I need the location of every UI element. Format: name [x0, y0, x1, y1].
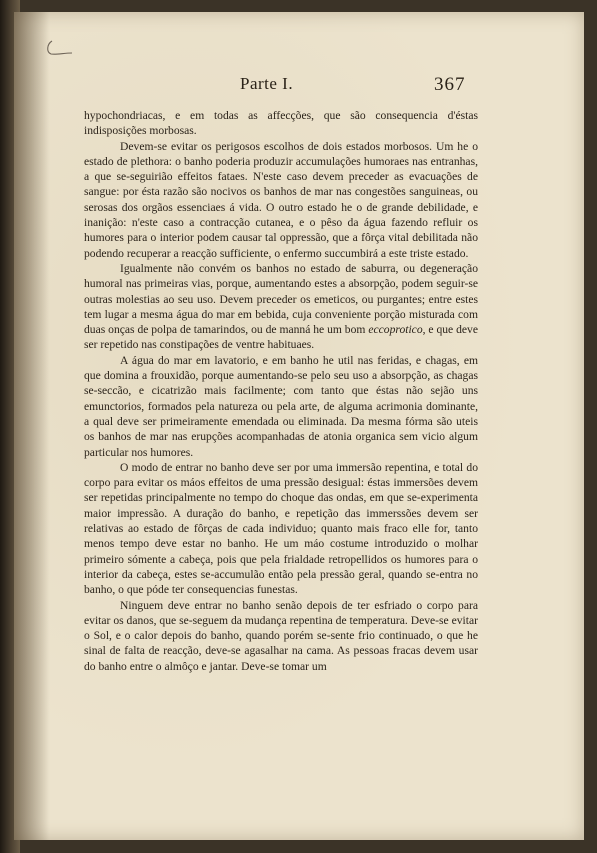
paragraph-3-emphasis: eccoprotico: [368, 323, 423, 337]
paragraph-3-text: Igualmente não convém os banhos no estado de saburra, ou degeneração humoral nas primeiras vias, porque, aumentando estes a absorpção, podem seguir-se outras molestias ao seu uso. Devem preceder os emeticos, ou purgantes; entre estes tem lugar a mesma água do mar em bebida, cuja conveniente porção misturada com duas onças de polpa de tamarindos, ou de manná he um bom: [84, 261, 478, 337]
paragraph-3: [84, 261, 478, 353]
page-number: 367: [434, 74, 466, 95]
paragraph-2: Devem-se evitar os perigosos escolhos de dois estados morbosos. Um he o estado de plethora: o banho poderia produzir accumulações humoraes nas entranhas, a que se-seguirião effeitos fataes. N'este caso devem preceder as evacuações de sangue: por ésta razão são nocivos os banhos de mar nas congestões sanguineas, ou serosas dos orgãos essenciaes á vida. O outro estado he o de grande debilidade, e inanição: n'este caso a contracção cutanea, e o pêso da água fazendo refluir os humores para o interior podem causar tal oppressão, que a fôrça vital debilitada não podendo recuperar a reacção sufficiente, o enfermo succumbirá a este triste estado.: [84, 139, 478, 260]
binding-shadow: [14, 12, 50, 840]
pencil-mark-icon: [44, 38, 74, 58]
paragraph-4: A água do mar em lavatorio, e em banho he util nas feridas, e chagas, em que domina a frouxidão, porque aumentando-se pelo seu uso a absorpção, as chagas se-seccão, e cicatrizão mais facilmente; com tanto que éstas não sejão uns emunctorios, formados pela natureza ou pela arte, de alguma acrimonia dominante, a qual deve ser primeiramente emendada ou eliminada. Da mesma fórma são uteis os banhos de mar nas erupções acompanhadas de atonia organica sem vicio algum particular nos humores.: [84, 353, 478, 459]
paragraph-1: hypochondriacas, e em todas as affecções, que são consequencia d'éstas indisposições morbosas.: [84, 109, 478, 138]
page-leaf: [14, 12, 584, 840]
paragraph-6: Ninguem deve entrar no banho senão depois de ter esfriado o corpo para evitar os danos, que se-seguem da mudança repentina de temperatura. Deve-se evitar o Sol, e o calor depois do banho, quando porém se-sente frio continuado, o que he sinal de falta de reacção, deve-se agasalhar na cama. As pessoas fracas devem usar do banho entre o almôço e jantar. Deve-se tomar um: [84, 598, 478, 673]
paragraph-5: O modo de entrar no banho deve ser por uma immersão repentina, e total do corpo para evitar os máos effeitos de uma pressão desigual: éstas immersões devem ser repetidas principalmente no tempo do choque das ondas, em que se-experimenta maior impressão. A duração do banho, e repetição das immerssões devem ser relativas ao estado de fôrças de cada individuo; quanto mais fraco elle for, tanto menos tempo deve estar no banho. He um máo costume introduzido o molhar primeiro sómente a cabeça, pois que pela frialdade retropellidos os humores para o interior da cabeça, estes se-accumulão então pela pressão geral, quando se-entra no banho, o que póde ter consequencias funestas.: [84, 460, 478, 597]
running-title: Parte I.: [240, 74, 294, 93]
running-head: [14, 74, 584, 98]
paragraph-3-after: , e que deve ser repetido nas constipações de ventre habituaes.: [84, 323, 478, 352]
body-text: [84, 108, 478, 674]
